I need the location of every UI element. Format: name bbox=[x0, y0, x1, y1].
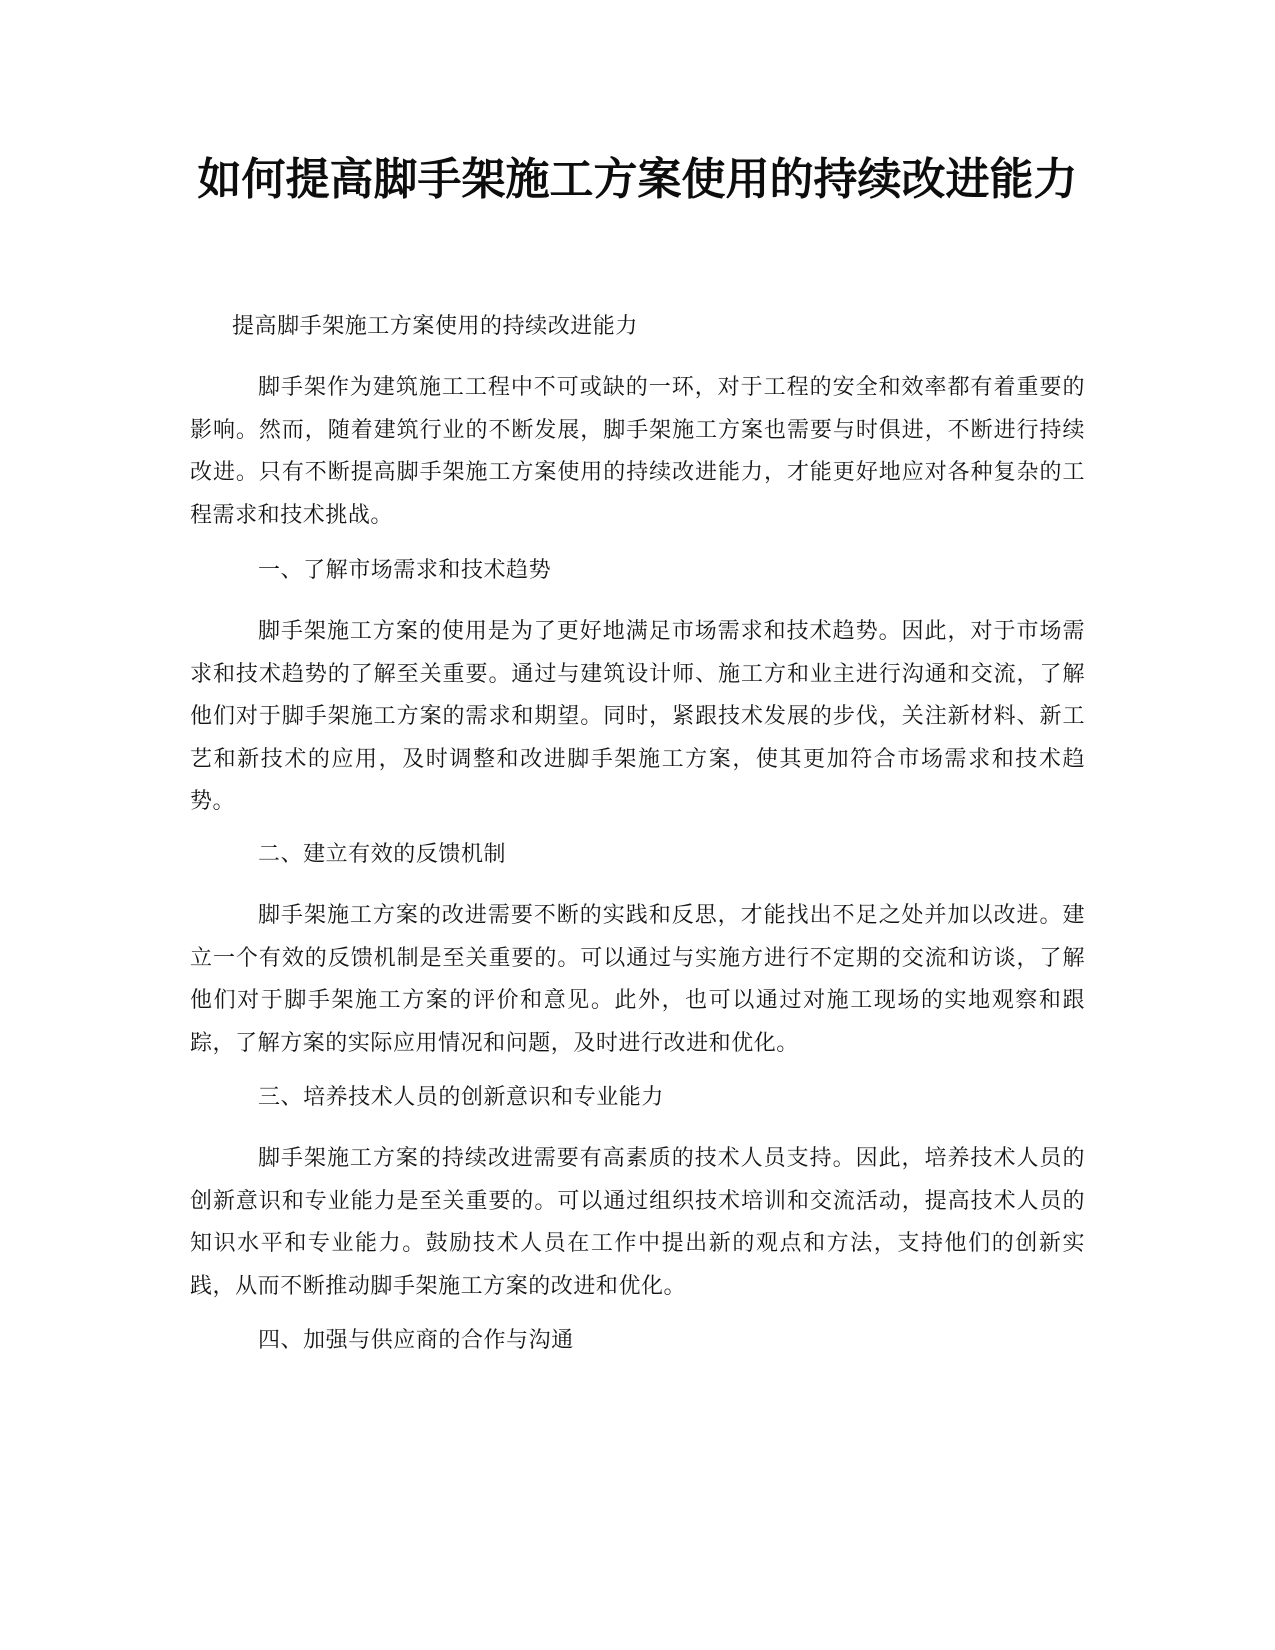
section-heading-3: 三、培养技术人员的创新意识和专业能力 bbox=[258, 1085, 664, 1110]
paragraph-intro: 脚手架作为建筑施工工程中不可或缺的一环，对于工程的安全和效率都有着重要的影响。然而，随着建筑行业的不断发展，脚手架施工方案也需要与时俱进，不断进行持续改进。只有不断提高脚手架施工方案使用的持续改进能力，才能更好地应对各种复杂的工程需求和技术挑战。 bbox=[190, 375, 1085, 528]
paragraph-section-3: 脚手架施工方案的持续改进需要有高素质的技术人员支持。因此，培养技术人员的创新意识和专业能力是至关重要的。可以通过组织技术培训和交流活动，提高技术人员的知识水平和专业能力。鼓励技术人员在工作中提出新的观点和方法，支持他们的创新实践，从而不断推动脚手架施工方案的改进和优化。 bbox=[190, 1146, 1085, 1299]
section-heading-2: 二、建立有效的反馈机制 bbox=[258, 842, 507, 867]
document-title: 如何提高脚手架施工方案使用的持续改进能力 bbox=[197, 154, 1078, 205]
section-heading-1: 一、了解市场需求和技术趋势 bbox=[258, 558, 552, 583]
section-heading-4: 四、加强与供应商的合作与沟通 bbox=[258, 1328, 574, 1353]
document-subtitle: 提高脚手架施工方案使用的持续改进能力 bbox=[232, 314, 638, 339]
paragraph-section-2: 脚手架施工方案的改进需要不断的实践和反思，才能找出不足之处并加以改进。建立一个有效的反馈机制是至关重要的。可以通过与实施方进行不定期的交流和访谈，了解他们对于脚手架施工方案的评价和意见。此外，也可以通过对施工现场的实地观察和跟踪，了解方案的实际应用情况和问题，及时进行改进和优化。 bbox=[190, 903, 1085, 1056]
paragraph-section-1: 脚手架施工方案的使用是为了更好地满足市场需求和技术趋势。因此，对于市场需求和技术趋势的了解至关重要。通过与建筑设计师、施工方和业主进行沟通和交流，了解他们对于脚手架施工方案的需求和期望。同时，紧跟技术发展的步伐，关注新材料、新工艺和新技术的应用，及时调整和改进脚手架施工方案，使其更加符合市场需求和技术趋势。 bbox=[190, 619, 1085, 814]
